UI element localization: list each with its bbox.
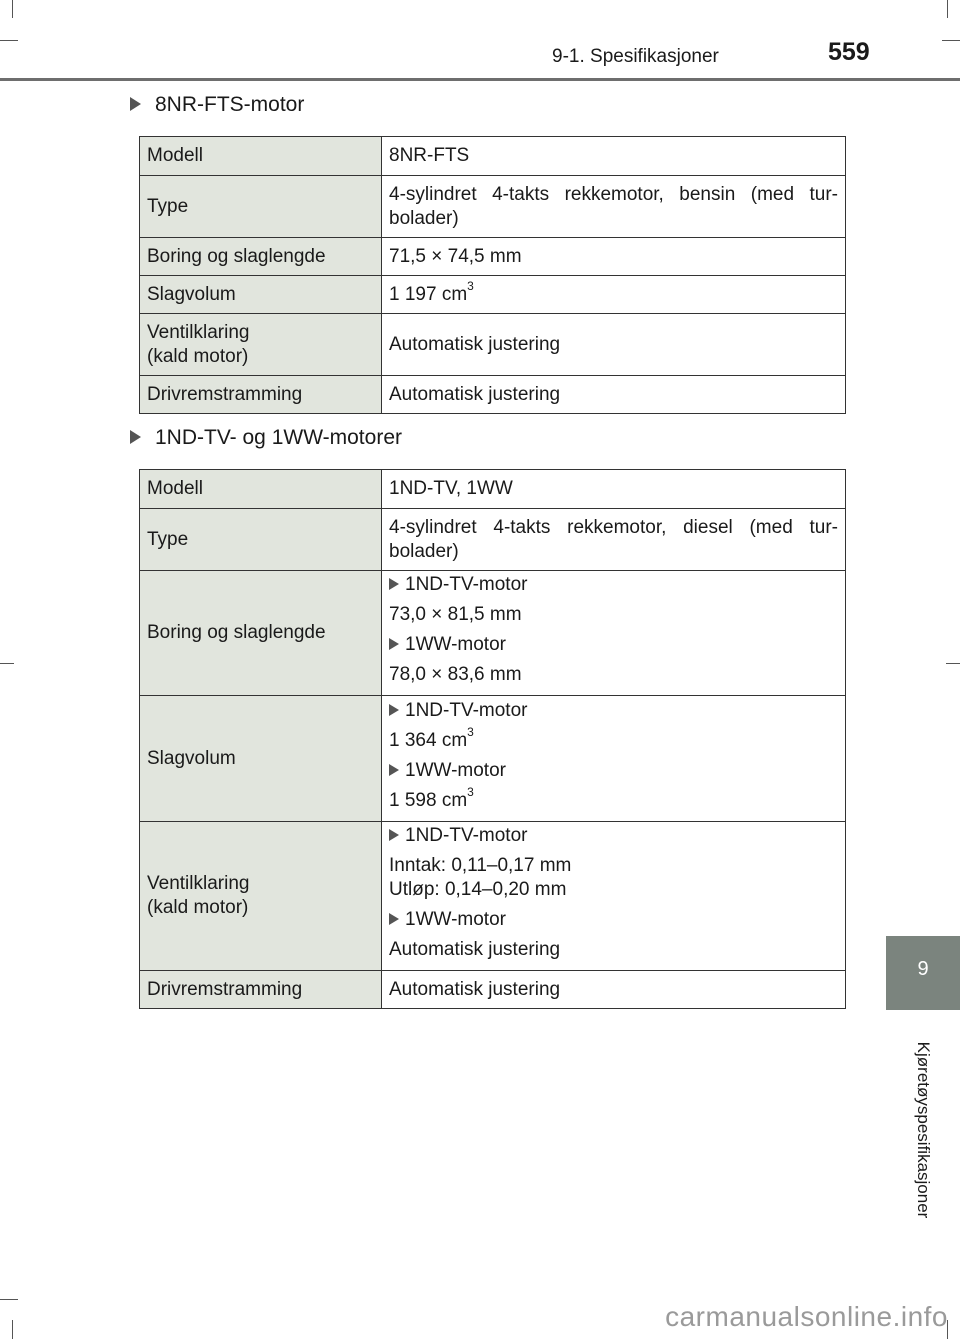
crop-mark: [12, 0, 13, 18]
spec-table-8nr: [139, 136, 846, 414]
triangle-bullet-icon: [389, 913, 399, 925]
page-number: 559: [828, 38, 870, 66]
engine-variant: [389, 699, 838, 723]
crop-mark: [947, 0, 948, 18]
table-row: [140, 314, 846, 376]
table-row: [140, 509, 846, 571]
table-row: [140, 137, 846, 176]
variant-value: 73,0 × 81,5 mm: [389, 604, 522, 625]
row-value: Automatisk justering: [382, 971, 846, 1009]
crop-mark: [946, 663, 960, 664]
label-line: (kald motor): [147, 345, 249, 367]
row-value: 8NR-FTS: [382, 137, 846, 176]
value-text: 1 197 cm: [389, 283, 468, 305]
table-row: [140, 971, 846, 1009]
label-line: Ventilklaring: [147, 321, 250, 343]
engine-variant: [389, 908, 838, 932]
triangle-bullet-icon: [389, 704, 399, 716]
row-value: 4-sylindret 4-takts rekkemotor, diesel (med tur-bolader): [382, 509, 846, 571]
row-value: 4-sylindret 4-takts rekkemotor, bensin (med tur-bolader): [382, 176, 846, 238]
table-row: [140, 822, 846, 971]
row-value: [382, 822, 846, 971]
engine-variant: [389, 573, 838, 597]
label-line: (kald motor): [147, 897, 249, 918]
superscript: 3: [467, 785, 474, 800]
table-row: [140, 176, 846, 238]
chapter-label: Kjøretøyspesifikasjoner: [914, 1041, 933, 1219]
triangle-bullet-icon: [130, 97, 141, 111]
crop-mark: [0, 1299, 18, 1300]
spec-table-1nd-1ww: [139, 469, 846, 1009]
row-value: [382, 571, 846, 696]
row-value: [382, 276, 846, 314]
section-heading-text: 8NR-FTS-motor: [155, 93, 305, 116]
header-rule: [0, 78, 960, 81]
variant-value: Automatisk justering: [389, 939, 561, 960]
row-value: 71,5 × 74,5 mm: [382, 238, 846, 276]
row-label: Slagvolum: [140, 276, 382, 314]
variant-name: 1WW-motor: [405, 759, 506, 781]
section-heading-text: 1ND-TV- og 1WW-motorer: [155, 426, 402, 449]
triangle-bullet-icon: [389, 638, 399, 650]
value-text: 1 598 cm: [389, 789, 468, 811]
row-value: 1ND-TV, 1WW: [382, 470, 846, 509]
table-row: [140, 470, 846, 509]
table-row: [140, 276, 846, 314]
row-label: Modell: [140, 470, 382, 509]
row-label: Type: [140, 176, 382, 238]
crop-mark: [0, 40, 18, 41]
value-line: Utløp: 0,14–0,20 mm: [389, 879, 567, 900]
superscript: 3: [467, 725, 474, 740]
section-heading-8nr: [130, 93, 304, 117]
engine-variant: [389, 759, 838, 783]
variant-name: 1WW-motor: [405, 909, 506, 930]
table-row: [140, 696, 846, 822]
label-line: Ventilklaring: [147, 873, 250, 894]
variant-name: 1ND-TV-motor: [405, 699, 528, 721]
variant-value: 78,0 × 83,6 mm: [389, 664, 522, 685]
row-label: Boring og slaglengde: [140, 238, 382, 276]
superscript: 3: [467, 279, 474, 294]
row-label: Drivremstramming: [140, 376, 382, 414]
variant-name: 1ND-TV-motor: [405, 574, 528, 595]
engine-variant: [389, 633, 838, 657]
crop-mark: [942, 40, 960, 41]
value-text: 1 364 cm: [389, 729, 468, 751]
row-label: [140, 822, 382, 971]
row-label: Type: [140, 509, 382, 571]
variant-name: 1ND-TV-motor: [405, 825, 528, 846]
watermark: carmanualsonline.info: [665, 1301, 948, 1332]
value-line: Inntak: 0,11–0,17 mm: [389, 855, 572, 876]
triangle-bullet-icon: [389, 829, 399, 841]
row-label: [140, 314, 382, 376]
variant-name: 1WW-motor: [405, 634, 506, 655]
row-label: Slagvolum: [140, 696, 382, 822]
engine-variant: [389, 824, 838, 848]
running-header: 9-1. Spesifikasjoner: [552, 46, 719, 67]
table-row: [140, 571, 846, 696]
triangle-bullet-icon: [130, 430, 141, 444]
table-row: [140, 376, 846, 414]
row-value: Automatisk justering: [382, 376, 846, 414]
chapter-tab: [886, 936, 960, 1010]
row-value: Automatisk justering: [382, 314, 846, 376]
section-heading-1nd-1ww: [130, 426, 402, 450]
row-value: [382, 696, 846, 822]
triangle-bullet-icon: [389, 764, 399, 776]
triangle-bullet-icon: [389, 578, 399, 590]
chapter-number: 9: [917, 958, 929, 980]
variant-value: [389, 854, 838, 902]
variant-value: [389, 785, 838, 813]
row-label: Drivremstramming: [140, 971, 382, 1009]
row-label: Modell: [140, 137, 382, 176]
variant-value: [389, 725, 838, 753]
table-row: [140, 238, 846, 276]
crop-mark: [12, 1320, 13, 1339]
crop-mark: [0, 663, 14, 664]
row-label: Boring og slaglengde: [140, 571, 382, 696]
